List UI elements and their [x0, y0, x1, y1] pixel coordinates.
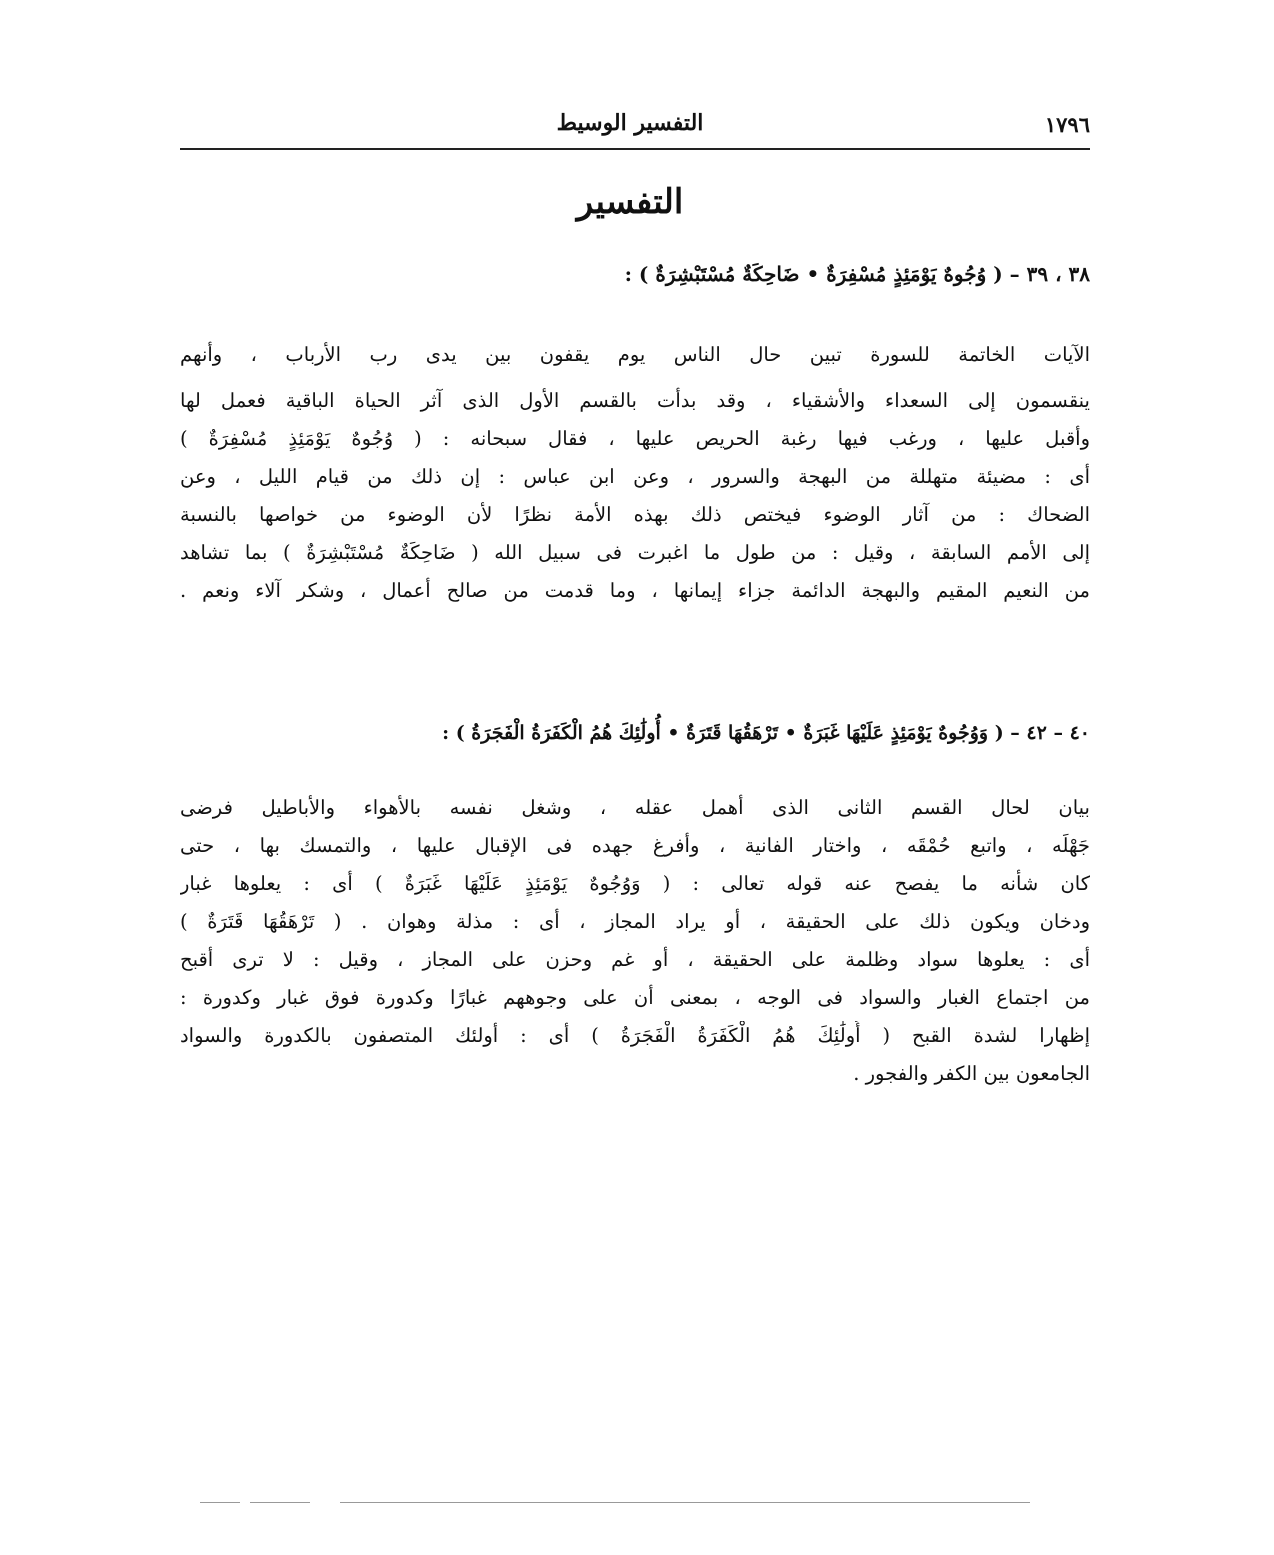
text-line: بيان لحال القسم الثانى الذى أهمل عقله ، وشغل نفسه بالأهواء والأباطيل فرضى: [180, 796, 1090, 819]
text-line: الضحاك : من آثار الوضوء فيختص ذلك بهذه الأمة نظرًا لأن الوضوء من خواصها بالنسبة: [180, 503, 1090, 526]
text-line: الجامعون بين الكفر والفجور .: [853, 1062, 1090, 1085]
running-header-title: التفسير الوسيط: [556, 110, 704, 136]
text-line: ودخان ويكون ذلك على الحقيقة ، أو يراد المجاز ، أى : مذلة وهوان . ( تَرْهَقُهَا قَتَرَةٌ ): [180, 910, 1090, 933]
text-line: ينقسمون إلى السعداء والأشقياء ، وقد بدأت بالقسم الأول الذى آثر الحياة الباقية فعمل لها: [180, 389, 1090, 412]
text-line: أى : مضيئة متهللة من البهجة والسرور ، وعن ابن عباس : إن ذلك من قيام الليل ، وعن: [180, 465, 1090, 488]
scan-artifact-line: [340, 1502, 1030, 1503]
page-number: ١٧٩٦: [1044, 112, 1090, 137]
text-line: أى : يعلوها سواد وظلمة على الحقيقة ، أو غم وحزن على المجاز ، وقيل : لا ترى أقبح: [180, 948, 1090, 971]
section-title: التفسير: [576, 182, 684, 222]
text-line: وأقبل عليها ، ورغب فيها رغبة الحريص عليها ، فقال سبحانه : ( وُجُوهٌ يَوْمَئِذٍ مُسْفِرَةٌ ): [180, 427, 1090, 450]
verse-heading-38-39: ٣٨ ، ٣٩ – ( وُجُوهٌ يَوْمَئِذٍ مُسْفِرَةٌ • ضَاحِكَةٌ مُسْتَبْشِرَةٌ ) :: [624, 262, 1090, 286]
text-line: إلى الأمم السابقة ، وقيل : من طول ما اغبرت فى سبيل الله ( ضَاحِكَةٌ مُسْتَبْشِرَةٌ ) بما تشاهد: [180, 541, 1090, 564]
text-line: من النعيم المقيم والبهجة الدائمة جزاء إيمانها ، وما قدمت من صالح أعمال ، وشكر آلاء ونعم .: [180, 579, 1090, 602]
text-line: إظهارا لشدة القبح ( أُولَٰئِكَ هُمُ الْكَفَرَةُ الْفَجَرَةُ ) أى : أولئك المتصفون بالكدورة والسواد: [180, 1024, 1090, 1047]
scan-artifact-line: [200, 1502, 240, 1503]
verse-heading-40-42: ٤٠ – ٤٢ – ( وَوُجُوهٌ يَوْمَئِذٍ عَلَيْهَا غَبَرَةٌ • تَرْهَقُهَا قَتَرَةٌ • أُولَٰئِكَ هُمُ الْكَفَرَةُ الْفَجَرَةُ ) :: [442, 722, 1090, 744]
text-line: جَهْلَه ، واتبع حُمْقَه ، واختار الفانية ، وأفرغ جهده فى الإقبال عليها ، والتمسك بها ، حتى: [180, 834, 1090, 857]
text-line: الآيات الخاتمة للسورة تبين حال الناس يوم يقفون بين يدى رب الأرباب ، وأنهم: [180, 343, 1090, 366]
text-line: كان شأنه ما يفصح عنه قوله تعالى : ( وَوُجُوهٌ يَوْمَئِذٍ عَلَيْهَا غَبَرَةٌ ) أى : يعلوها غبار: [180, 872, 1090, 895]
header-rule: [180, 148, 1090, 150]
scan-artifact-line: [250, 1502, 310, 1503]
text-line: من اجتماع الغبار والسواد فى الوجه ، بمعنى أن على وجوههم غبارًا وكدورة فوق غبار وكدورة :: [180, 986, 1090, 1009]
